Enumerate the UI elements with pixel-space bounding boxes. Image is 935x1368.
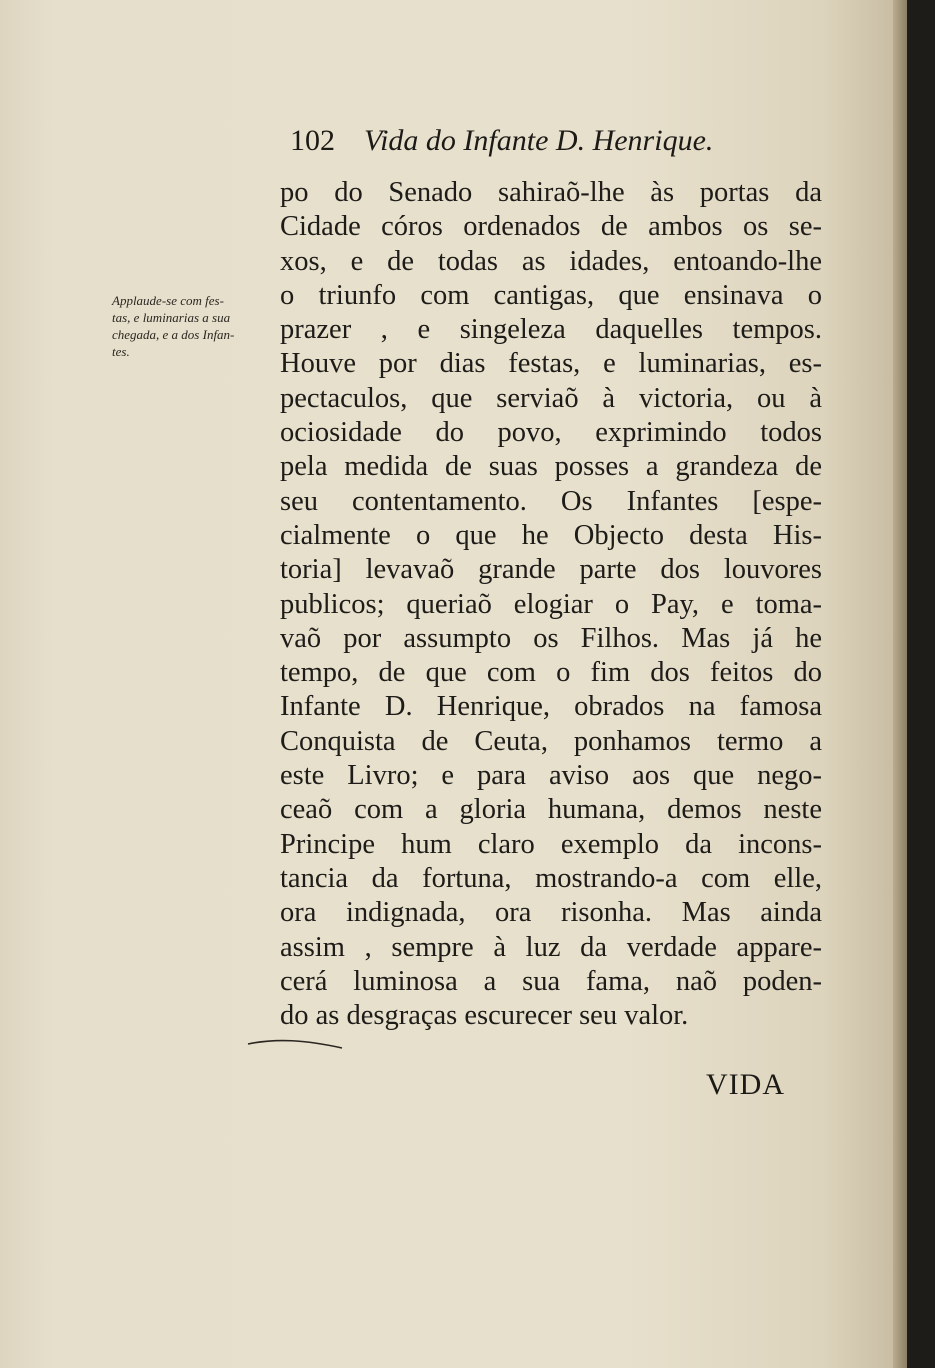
text-line: assim , sempre à luz da verdade appare-	[280, 931, 822, 963]
text-line: o triunfo com cantigas, que ensinava o	[280, 279, 822, 311]
page-number: 102	[290, 124, 335, 157]
margin-note-line: chegada, e a dos Infan-	[112, 327, 235, 342]
margin-note-line: tas, e luminarias a sua	[112, 310, 231, 325]
text-line: este Livro; e para aviso aos que nego-	[280, 760, 822, 792]
pen-flourish	[246, 1032, 356, 1052]
text-line: ceaõ com a gloria humana, demos neste	[280, 794, 822, 826]
text-line: Principe hum claro exemplo da incons-	[280, 828, 822, 860]
text-line: tempo, de que com o fim dos feitos do	[280, 657, 822, 689]
margin-note	[112, 292, 290, 360]
text-line: Infante D. Henrique, obrados na famosa	[280, 691, 822, 723]
page-edge	[893, 0, 907, 1368]
margin-note-line: tes.	[112, 344, 130, 359]
catchword: VIDA	[706, 1068, 785, 1101]
text-line: Cidade córos ordenados de ambos os se-	[280, 211, 822, 243]
text-line: toria] levavaõ grande parte dos louvores	[280, 554, 822, 586]
text-line: Houve por dias festas, e luminarias, es-	[280, 348, 822, 380]
text-line: Conquista de Ceuta, ponhamos termo a	[280, 725, 822, 757]
text-line: xos, e de todas as idades, entoando-lhe	[280, 245, 822, 277]
text-line: tancia da fortuna, mostrando-a com elle,	[280, 862, 822, 894]
body-text	[280, 176, 822, 1033]
adjacent-page	[907, 0, 935, 1368]
text-line: pela medida de suas posses a grandeza de	[280, 451, 822, 483]
text-line: do as desgraças escurecer seu valor.	[280, 1000, 689, 1032]
text-line: ociosidade do povo, exprimindo todos	[280, 417, 822, 449]
text-line: publicos; queriaõ elogiar o Pay, e toma-	[280, 588, 822, 620]
text-line: seu contentamento. Os Infantes [espe-	[280, 485, 822, 517]
text-line: ora indignada, ora risonha. Mas ainda	[280, 897, 822, 929]
running-title: Vida do Infante D. Henrique.	[364, 124, 714, 157]
text-line: po do Senado sahiraõ-lhe às portas da	[280, 177, 822, 208]
text-line: vaõ por assumpto os Filhos. Mas já he	[280, 622, 822, 654]
text-line: cialmente o que he Objecto desta His-	[280, 519, 822, 551]
text-line: prazer , e singeleza daquelles tempos.	[280, 314, 822, 346]
running-head	[290, 124, 810, 168]
text-line: pectaculos, que serviaõ à victoria, ou à	[280, 382, 822, 414]
text-line: cerá luminosa a sua fama, naõ poden-	[280, 965, 822, 997]
margin-note-line: Applaude-se com fes-	[112, 293, 224, 308]
